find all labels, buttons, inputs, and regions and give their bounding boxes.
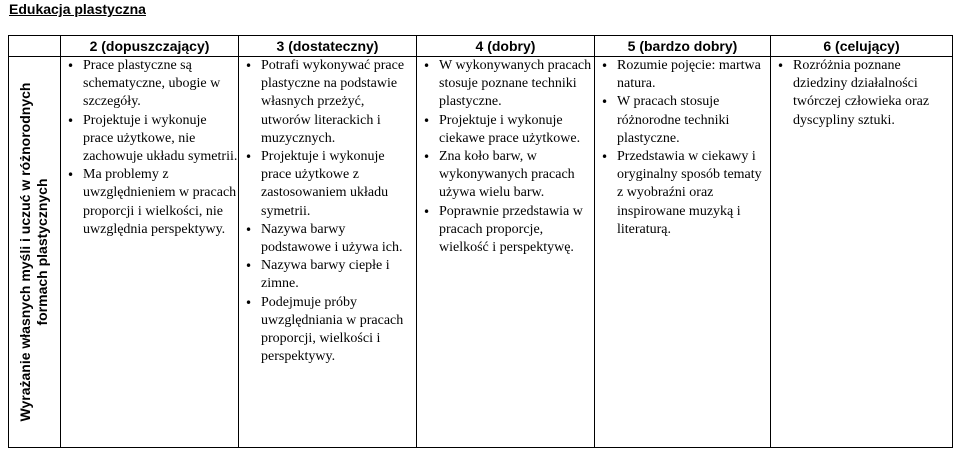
criteria-grade-6 [771, 57, 953, 448]
criterion-item: • Podejmuje próby uwzględniania w pracach proporcji, wielkości i perspektywy. [259, 294, 416, 367]
criterion-item: • Zna koło barw, w wykonywanych pracach używa wielu barw. [437, 148, 594, 203]
grade-header-5: 5 (bardzo dobry) [595, 36, 771, 57]
criterion-item: • Poprawnie przedstawia w pracach proporcje, wielkość i perspektywę. [437, 203, 594, 258]
criteria-grade-2 [61, 57, 239, 448]
criterion-item: • Ma problemy z uwzględnieniem w pracach proporcji i wielkości, nie uwzględnia perspektywy. [81, 166, 238, 239]
criterion-item: • Nazywa barwy podstawowe i używa ich. [259, 221, 416, 257]
criterion-item: • Potrafi wykonywać prace plastyczne na podstawie własnych przeżyć, utworów literackich i muzycznych. [259, 57, 416, 148]
criteria-list [61, 57, 238, 239]
document-title: Edukacja plastyczna [9, 1, 146, 17]
criteria-grade-5 [595, 57, 771, 448]
criterion-item: • Projektuje i wykonuje prace użytkowe z zastosowaniem układu symetrii. [259, 148, 416, 221]
area-label [17, 62, 51, 442]
header-row [9, 36, 953, 57]
criteria-list [239, 57, 416, 366]
corner-cell [9, 36, 61, 57]
criteria-list [417, 57, 594, 257]
grade-header-4: 4 (dobry) [417, 36, 595, 57]
criterion-item: • Projektuje i wykonuje ciekawe prace użytkowe. [437, 112, 594, 148]
criterion-item: • W wykonywanych pracach stosuje poznane techniki plastyczne. [437, 57, 594, 112]
criterion-item: • Projektuje i wykonuje prace użytkowe, nie zachowuje układu symetrii. [81, 112, 238, 167]
criteria-grade-3 [239, 57, 417, 448]
grade-header-2: 2 (dopuszczający) [61, 36, 239, 57]
criteria-grade-4 [417, 57, 595, 448]
area-cell [9, 57, 61, 448]
area-label-line1: Wyrażanie własnych myśli i uczuć w różnorodnych [17, 82, 33, 422]
grading-criteria-table [8, 35, 953, 448]
area-label-line2: formach plastycznych [34, 178, 50, 326]
criterion-item: • Rozumie pojęcie: martwa natura. [615, 57, 770, 93]
criteria-row [9, 57, 953, 448]
criterion-item: • Prace plastyczne są schematyczne, ubogie w szczegóły. [81, 57, 238, 112]
criterion-item: • Nazywa barwy ciepłe i zimne. [259, 257, 416, 293]
criterion-item: • Przedstawia w ciekawy i oryginalny sposób tematy z wyobraźni oraz inspirowane muzyką i literaturą. [615, 148, 770, 239]
grade-header-6: 6 (celujący) [771, 36, 953, 57]
grade-header-3: 3 (dostateczny) [239, 36, 417, 57]
criterion-item: • Rozróżnia poznane dziedziny działalności twórczej człowieka oraz dyscypliny sztuki. [791, 57, 952, 130]
criteria-list [595, 57, 770, 239]
criteria-list [771, 57, 952, 130]
criterion-item: • W pracach stosuje różnorodne techniki plastyczne. [615, 93, 770, 148]
